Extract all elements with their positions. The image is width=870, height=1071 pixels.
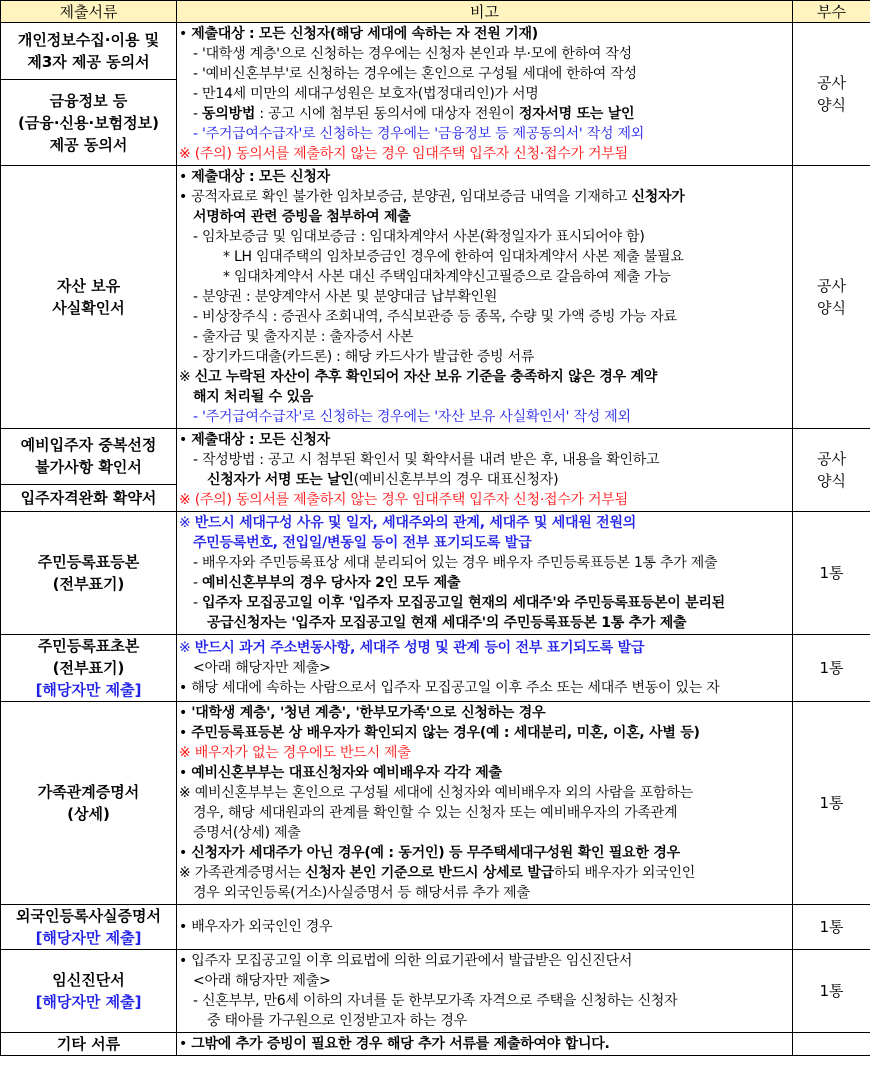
bullet-marker: -: [193, 993, 203, 1009]
remark-text: 가족관계증명서는: [194, 865, 306, 881]
copies-value: 양식: [817, 96, 846, 114]
document-name-line: 주민등록표초본: [37, 637, 140, 655]
table-row: [1, 23, 870, 80]
table-row: [1, 905, 870, 950]
document-name-line: (상세): [67, 805, 110, 823]
bullet-marker: ※: [179, 865, 195, 881]
document-name-line: 외국인등록사실증명서: [16, 907, 161, 925]
remark-text: 신청자가: [631, 189, 685, 205]
bullet-marker: -: [193, 46, 203, 62]
remark-text: 신청자 본인 기준으로 반드시 상세로 발급: [305, 865, 554, 881]
header-copies: 부수: [793, 1, 870, 23]
remark-text: 주민등록번호, 전입일/변동일 등이 전부 표기되도록 발급: [193, 535, 532, 551]
bullet-marker: ※: [179, 745, 195, 761]
remark-line: [179, 743, 792, 763]
remark-line: [179, 227, 792, 247]
copies-value: 1통: [819, 982, 844, 1000]
remark-line: [179, 167, 792, 187]
remark-line: [179, 678, 792, 698]
table-row: [1, 702, 870, 905]
remark-text: 배우자와 주민등록표상 세대 분리되어 있는 경우 배우자 주민등록표등본 1통 추가 제출: [202, 555, 718, 571]
document-name-line: 임신진단서: [52, 971, 125, 989]
remark-line: [179, 407, 792, 427]
remarks-cell: [177, 950, 793, 1033]
remark-line: [179, 104, 792, 124]
remark-text: <아래 해당자만 제출>: [193, 660, 331, 676]
copies-value: 양식: [817, 299, 846, 317]
remark-line: [179, 783, 792, 803]
bullet-marker: -: [193, 126, 203, 142]
remark-text: 중 태아를 가구원으로 인정받고자 하는 경우: [207, 1013, 467, 1029]
bullet-marker: •: [179, 725, 192, 741]
table-header-row: [1, 1, 870, 23]
document-name-cell: [1, 23, 177, 80]
remark-text: 공적자료로 확인 불가한 임차보증금, 분양권, 임대보증금 내역을 기재하고: [191, 189, 632, 205]
remarks-cell: [177, 166, 793, 429]
bullet-marker: •: [179, 432, 192, 448]
header-document: 제출서류: [1, 1, 177, 23]
copies-cell: [793, 702, 870, 905]
remark-text: 그밖에 추가 증빙이 필요한 경우 해당 추가 서류를 제출하여야 합니다.: [191, 1036, 610, 1052]
submit-if-applicable-label: [해당자만 제출]: [35, 993, 142, 1011]
remark-line: [179, 44, 792, 64]
remark-line: [179, 513, 792, 533]
table-row: [1, 512, 870, 635]
document-name-line: 개인정보수집·이용 및: [17, 31, 160, 50]
document-name-cell: [1, 484, 177, 511]
copies-cell: [793, 166, 870, 429]
remark-text: 신혼부부, 만6세 이하의 자녀를 둔 한부모가족 자격으로 주택을 신청하는 신청자: [202, 993, 678, 1009]
copies-cell: [793, 635, 870, 702]
remark-line: [179, 470, 792, 490]
remark-line: [179, 703, 792, 723]
remark-text: 예비신혼부부의 경우 당사자 2인 모두 제출: [202, 575, 461, 591]
document-name-line: (금융·신용·보험정보): [17, 113, 160, 132]
remark-line: [179, 723, 792, 743]
remark-text: 신청자가 세대주가 아닌 경우(예 : 동거인) 등 무주택세대구성원 확인 필요한 경우: [191, 845, 680, 861]
remark-line: [179, 553, 792, 573]
bullet-marker: •: [179, 919, 192, 935]
remark-line: [179, 917, 792, 937]
remark-line: [179, 347, 792, 367]
document-name-line: 사실확인서: [52, 299, 125, 317]
document-name-cell: [1, 80, 177, 166]
remark-text: 증명서(상세) 제출: [193, 825, 301, 841]
copies-cell: [793, 512, 870, 635]
document-name-cell: [1, 166, 177, 429]
document-name-cell: [1, 905, 177, 950]
remarks-cell: [177, 1033, 793, 1056]
remark-text: 비상장주식 : 증권사 조회내역, 주식보관증 등 종목, 수량 및 가액 증빙 가능 자료: [202, 309, 677, 325]
remark-text: : 공고 시에 첨부된 동의서에 대상자 전원이: [255, 106, 519, 122]
remark-text: 신청자가 서명 또는 날인: [207, 472, 354, 488]
remark-text: (예비신혼부부의 경우 대표신청자): [353, 472, 559, 488]
bullet-marker: ※: [179, 515, 195, 531]
document-name-line: 가족관계증명서: [37, 783, 140, 801]
remark-text: 출자금 및 출자지분 : 출자증서 사본: [202, 329, 414, 345]
remark-text: LH 임대주택의 임차보증금인 경우에 한하여 임대차계약서 사본 제출 불필요: [233, 249, 684, 265]
remark-text: 신고 누락된 자산이 추후 확인되어 자산 보유 기준을 충족하지 않은 경우 계약: [194, 369, 658, 385]
copies-cell: [793, 1033, 870, 1056]
bullet-marker: ※: [179, 640, 195, 656]
document-name-line: 예비입주자 중복선정: [20, 436, 157, 455]
bullet-marker: -: [193, 555, 203, 571]
remarks-cell: [177, 635, 793, 702]
remark-line: [179, 64, 792, 84]
remark-line: [179, 951, 792, 971]
bullet-marker: -: [193, 575, 203, 591]
remark-text: 하되 배우자가 외국인인: [553, 865, 696, 881]
bullet-marker: ※: [179, 146, 195, 162]
copies-value: 공사: [817, 450, 846, 468]
remark-text: 임차보증금 및 임대보증금 : 임대차계약서 사본(확정일자가 표시되어야 함): [202, 229, 645, 245]
bullet-marker: ※: [179, 369, 195, 385]
document-name-cell: [1, 512, 177, 635]
remark-text: 장기카드대출(카드론) : 해당 카드사가 발급한 증빙 서류: [202, 349, 535, 365]
remark-line: [179, 1011, 792, 1031]
remark-text: 동의방법: [202, 106, 256, 122]
remark-text: 배우자가 외국인인 경우: [191, 919, 333, 935]
remark-line: [179, 573, 792, 593]
remark-text: 배우자가 없는 경우에도 반드시 제출: [194, 745, 411, 761]
remark-line: [179, 207, 792, 227]
bullet-marker: *: [223, 269, 234, 285]
bullet-marker: -: [193, 595, 203, 611]
remark-text: 제출대상 : 모든 신청자: [191, 432, 330, 448]
remark-line: [179, 450, 792, 470]
copies-value: 공사: [817, 277, 846, 295]
copies-value: 1통: [819, 794, 844, 812]
remark-line: [179, 613, 792, 633]
bullet-marker: •: [179, 169, 192, 185]
bullet-marker: •: [179, 680, 192, 696]
remark-text: '대학생 계층'으로 신청하는 경우에는 신청자 본인과 부·모에 한하여 작성: [202, 46, 632, 62]
table-body: [1, 23, 870, 1056]
bullet-marker: -: [193, 409, 203, 425]
copies-cell: [793, 429, 870, 512]
remark-line: [179, 247, 792, 267]
remark-line: [179, 490, 792, 510]
copies-value: 1통: [819, 918, 844, 936]
remark-line: [179, 991, 792, 1011]
remark-line: [179, 387, 792, 407]
copies-value: 1통: [819, 564, 844, 582]
bullet-marker: •: [179, 189, 192, 205]
bullet-marker: ※: [179, 785, 195, 801]
copies-cell: [793, 23, 870, 166]
document-name-line: 자산 보유: [56, 277, 121, 295]
document-name-line: 제공 동의서: [49, 135, 128, 154]
table-row: [1, 950, 870, 1033]
remark-text: 입주자 모집공고일 이후 '입주자 모집공고일 현재의 세대주'와 주민등록표등본이 분리된: [202, 595, 725, 611]
remark-text: 반드시 세대구성 사유 및 일자, 세대주와의 관계, 세대주 및 세대원 전원의: [194, 515, 637, 531]
bullet-marker: -: [193, 349, 203, 365]
remark-text: 반드시 과거 주소변동사항, 세대주 성명 및 관계 등이 전부 표기되도록 발급: [194, 640, 645, 656]
bullet-marker: •: [179, 765, 192, 781]
remark-line: [179, 84, 792, 104]
remark-text: '대학생 계층', '청년 계층', '한부모가족'으로 신청하는 경우: [191, 705, 546, 721]
remark-line: [179, 533, 792, 553]
remark-text: 예비신혼부부는 혼인으로 구성될 세대에 신청자와 예비배우자 외의 사람을 포함하는: [194, 785, 693, 801]
remark-text: 분양권 : 분양계약서 사본 및 분양대금 납부확인원: [202, 289, 498, 305]
remark-line: [179, 763, 792, 783]
header-remarks: 비고: [177, 1, 793, 23]
copies-value: 1통: [819, 659, 844, 677]
document-name-line: 입주자격완화 확약서: [20, 488, 157, 507]
remark-text: 임대차계약서 사본 대신 주택임대차계약신고필증으로 갈음하여 제출 가능: [233, 269, 671, 285]
remark-text: (주의) 동의서를 제출하지 않는 경우 임대주택 입주자 신청·접수가 거부됨: [194, 146, 628, 162]
bullet-marker: -: [193, 329, 203, 345]
document-name-line: 금융정보 등: [49, 91, 128, 110]
table-row: [1, 166, 870, 429]
remark-line: [179, 823, 792, 843]
remarks-cell: [177, 905, 793, 950]
remark-line: [179, 307, 792, 327]
remark-text: 작성방법 : 공고 시 첨부된 확인서 및 확약서를 내려 받은 후, 내용을 확인하고: [202, 452, 660, 468]
copies-value: 양식: [817, 472, 846, 490]
remark-text: 제출대상 : 모든 신청자: [191, 169, 330, 185]
remark-line: [179, 24, 792, 44]
remark-line: [179, 803, 792, 823]
remark-text: '주거급여수급자'로 신청하는 경우에는 '금융정보 등 제공동의서' 작성 제외: [202, 126, 645, 142]
copies-cell: [793, 905, 870, 950]
bullet-marker: *: [223, 249, 234, 265]
remark-line: [179, 187, 792, 207]
remark-text: 정자서명 또는 날인: [518, 106, 635, 122]
remark-text: 주민등록표등본 상 배우자가 확인되지 않는 경우(예 : 세대분리, 미혼, 이혼, 사별 등): [191, 725, 700, 741]
remark-line: [179, 124, 792, 144]
document-name-line: (전부표기): [52, 659, 125, 677]
bullet-marker: ※: [179, 492, 195, 508]
remark-text: 공급신청자는 '입주자 모집공고일 현재 세대주'의 주민등록표등본 1통 추가 제출: [207, 615, 687, 631]
bullet-marker: -: [193, 229, 203, 245]
remark-line: [179, 971, 792, 991]
remark-line: [179, 638, 792, 658]
bullet-marker: •: [179, 953, 192, 969]
remark-text: 서명하여 관련 증빙을 첨부하여 제출: [193, 209, 411, 225]
remark-line: [179, 144, 792, 164]
submit-if-applicable-label: [해당자만 제출]: [35, 681, 142, 699]
remark-text: 예비신혼부부는 대표신청자와 예비배우자 각각 제출: [191, 765, 502, 781]
remarks-cell: [177, 429, 793, 512]
document-name-line: (전부표기): [52, 575, 125, 593]
bullet-marker: -: [193, 66, 203, 82]
remark-text: 제출대상 : 모든 신청자(해당 세대에 속하는 자 전원 기재): [191, 26, 538, 42]
document-name-cell: [1, 950, 177, 1033]
remark-line: [179, 367, 792, 387]
remark-line: [179, 658, 792, 678]
remarks-cell: [177, 512, 793, 635]
remark-text: <아래 해당자만 제출>: [193, 973, 331, 989]
document-name-line: 주민등록표등본: [37, 553, 140, 571]
table-row: [1, 635, 870, 702]
remark-line: [179, 843, 792, 863]
document-name-cell: [1, 429, 177, 485]
document-name-line: 제3자 제공 동의서: [27, 53, 150, 72]
remark-line: [179, 287, 792, 307]
bullet-marker: -: [193, 289, 203, 305]
remark-text: '주거급여수급자'로 신청하는 경우에는 '자산 보유 사실확인서' 작성 제외: [202, 409, 631, 425]
bullet-marker: •: [179, 845, 192, 861]
copies-value: 공사: [817, 74, 846, 92]
remark-text: 해지 처리될 수 있음: [193, 389, 314, 405]
document-name-cell: [1, 1033, 177, 1056]
bullet-marker: -: [193, 452, 203, 468]
bullet-marker: -: [193, 106, 203, 122]
table-row: [1, 429, 870, 485]
remarks-cell: [177, 23, 793, 166]
document-name-cell: [1, 635, 177, 702]
remark-text: '예비신혼부부'로 신청하는 경우에는 혼인으로 구성될 세대에 한하여 작성: [202, 66, 637, 82]
bullet-marker: -: [193, 86, 203, 102]
copies-cell: [793, 950, 870, 1033]
remark-line: [179, 430, 792, 450]
remark-line: [179, 327, 792, 347]
remark-text: (주의) 동의서를 제출하지 않는 경우 임대주택 입주자 신청·접수가 거부됨: [194, 492, 628, 508]
remark-text: 경우, 해당 세대원과의 관계를 확인할 수 있는 신청자 또는 예비배우자의 가족관계: [193, 805, 678, 821]
remark-line: [179, 593, 792, 613]
document-name-line: 불가사항 확인서: [35, 458, 142, 477]
bullet-marker: •: [179, 705, 192, 721]
remark-line: [179, 863, 792, 883]
remark-text: 경우 외국인등록(거소)사실증명서 등 해당서류 추가 제출: [193, 885, 530, 901]
remark-line: [179, 267, 792, 287]
remark-text: 해당 세대에 속하는 사람으로서 입주자 모집공고일 이후 주소 또는 세대주 변동이 있는 자: [191, 680, 720, 696]
remark-text: 만14세 미만의 세대구성원은 보호자(법정대리인)가 서명: [202, 86, 539, 102]
remark-text: 입주자 모집공고일 이후 의료법에 의한 의료기관에서 발급받은 임신진단서: [191, 953, 633, 969]
remarks-cell: [177, 702, 793, 905]
bullet-marker: •: [179, 26, 192, 42]
submit-if-applicable-label: [해당자만 제출]: [35, 929, 142, 947]
document-name-cell: [1, 702, 177, 905]
remark-line: [179, 883, 792, 903]
document-name-line: 기타 서류: [56, 1035, 121, 1053]
bullet-marker: •: [179, 1036, 192, 1052]
table-row: [1, 1033, 870, 1056]
bullet-marker: -: [193, 309, 203, 325]
remark-line: [179, 1034, 792, 1054]
